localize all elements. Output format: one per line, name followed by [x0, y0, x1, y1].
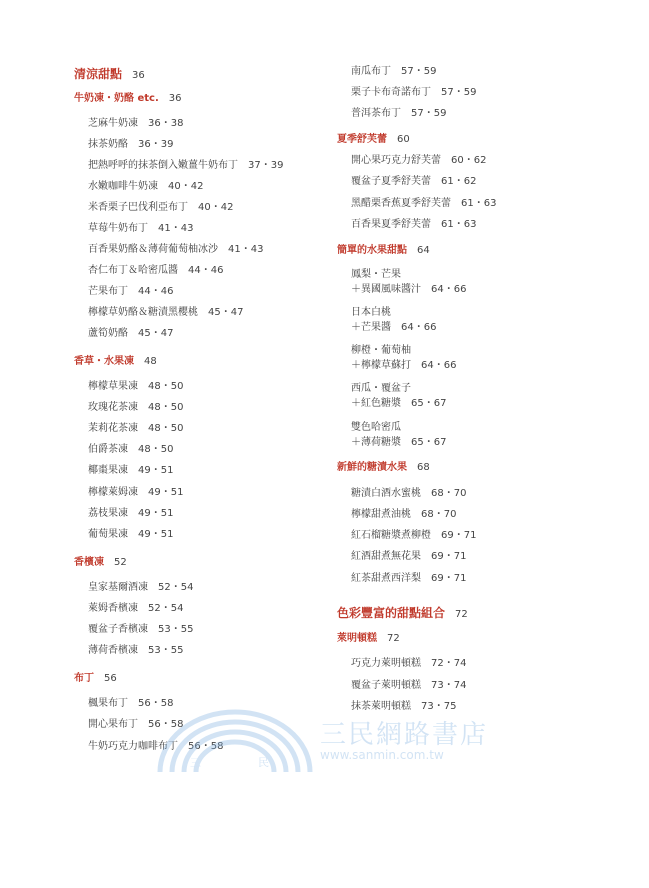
toc-page-number: 52・54: [158, 582, 194, 593]
toc-title: 清涼甜點: [74, 67, 123, 81]
toc-entry: [88, 422, 183, 436]
toc-entry: [351, 321, 436, 335]
toc-title: 布丁: [74, 673, 94, 684]
rainbow-arcs-logo: [150, 706, 320, 776]
toc-title: 南瓜布丁: [351, 66, 391, 77]
toc-entry: [351, 86, 476, 100]
toc-entry: [88, 243, 263, 257]
toc-section-heading: [337, 632, 400, 646]
toc-page-number: 48・50: [138, 444, 174, 455]
toc-title: 萊姆香檳凍: [88, 603, 138, 614]
toc-entry: [351, 529, 476, 543]
toc-page-number: 48・50: [148, 381, 184, 392]
toc-page-number: 44・46: [138, 286, 174, 297]
toc-title: 百香果奶酪＆薄荷葡萄柚冰沙: [88, 244, 218, 255]
toc-page-number: 44・46: [188, 265, 224, 276]
toc-page-number: 36: [132, 70, 145, 81]
toc-page-number: 61・62: [441, 176, 477, 187]
toc-title: 西瓜・覆盆子: [351, 383, 411, 394]
toc-entry: [351, 344, 411, 358]
toc-page-number: 73・75: [421, 701, 457, 712]
toc-entry: [88, 581, 193, 595]
toc-title: 芝麻牛奶凍: [88, 118, 138, 129]
toc-section-heading: [337, 133, 410, 147]
watermark-char-1: 三: [190, 756, 201, 769]
toc-title: 水嫩咖啡牛奶凍: [88, 181, 158, 192]
toc-page-number: 69・71: [431, 551, 467, 562]
toc-page-number: 72・74: [431, 658, 467, 669]
toc-title: 皇家基爾酒凍: [88, 582, 148, 593]
toc-page-number: 69・71: [431, 573, 467, 584]
toc-section-heading: [337, 244, 430, 258]
toc-page-number: 45・47: [138, 328, 174, 339]
toc-title: ＋紅色糖漿: [351, 398, 401, 409]
toc-entry: [351, 421, 401, 435]
toc-page-number: 49・51: [138, 465, 174, 476]
toc-entry: [351, 550, 466, 564]
toc-entry: [351, 154, 486, 168]
toc-entry: [88, 306, 243, 320]
toc-title: 檸檬萊姆凍: [88, 487, 138, 498]
toc-title: 色彩豐富的甜點組合: [337, 606, 446, 620]
toc-entry: [351, 382, 411, 396]
toc-title: 普洱茶布丁: [351, 108, 401, 119]
toc-page-number: 73・74: [431, 680, 467, 691]
toc-title: 鳳梨・芒果: [351, 269, 401, 280]
toc-title: 檸檬甜煮油桃: [351, 509, 411, 520]
toc-title: 伯爵茶凍: [88, 444, 128, 455]
toc-entry: [351, 359, 456, 373]
toc-entry: [88, 486, 183, 500]
toc-title: 抹茶萊明頓糕: [351, 701, 411, 712]
toc-entry: [88, 623, 193, 637]
toc-title: ＋檸檬草蘇打: [351, 360, 411, 371]
toc-page-number: 69・71: [441, 530, 477, 541]
toc-title: 香草・水果凍: [74, 356, 134, 367]
toc-entry: [351, 283, 466, 297]
toc-title: 日本白桃: [351, 307, 391, 318]
toc-page-number: 64・66: [431, 284, 467, 295]
toc-page-number: 72: [387, 633, 400, 644]
toc-title: 檸檬草奶酪＆糖漬黑櫻桃: [88, 307, 198, 318]
toc-entry: [351, 572, 466, 586]
toc-section-heading: [74, 556, 127, 570]
toc-title: ＋芒果醬: [351, 322, 391, 333]
toc-page-number: 60・62: [451, 155, 487, 166]
toc-title: 芒果布丁: [88, 286, 128, 297]
watermark-char-2: 民: [258, 756, 269, 769]
toc-title: 黑醋栗香蕉夏季舒芙蕾: [351, 198, 451, 209]
toc-entry: [88, 380, 183, 394]
toc-title: ＋異國風味醬汁: [351, 284, 421, 295]
toc-section-heading: [74, 92, 182, 106]
toc-page-number: 41・43: [158, 223, 194, 234]
toc-entry: [88, 138, 173, 152]
toc-page-number: 53・55: [148, 645, 184, 656]
toc-page-number: 40・42: [168, 181, 204, 192]
toc-page-number: 52: [114, 557, 127, 568]
toc-entry: [88, 528, 173, 542]
toc-page-number: 57・59: [441, 87, 477, 98]
toc-page-number: 57・59: [411, 108, 447, 119]
toc-title: 香檳凍: [74, 557, 104, 568]
watermark-url: www.sanmin.com.tw: [320, 748, 444, 762]
toc-title: 柳橙・葡萄柚: [351, 345, 411, 356]
toc-page-number: 56: [104, 673, 117, 684]
toc-entry: [88, 602, 183, 616]
toc-page-number: 52・54: [148, 603, 184, 614]
toc-entry: [351, 657, 466, 671]
toc-section-heading: [337, 461, 430, 475]
toc-title: 檸檬草果凍: [88, 381, 138, 392]
toc-entry: [351, 175, 476, 189]
toc-entry: [351, 397, 446, 411]
toc-title: 茉莉花茶凍: [88, 423, 138, 434]
toc-entry: [351, 197, 496, 211]
toc-title: 開心果布丁: [88, 719, 138, 730]
toc-entry: [88, 285, 173, 299]
toc-title: 雙色哈密瓜: [351, 422, 401, 433]
toc-page-number: 36・38: [148, 118, 184, 129]
toc-entry: [88, 401, 183, 415]
toc-title: 葡萄果凍: [88, 529, 128, 540]
toc-title: 抹茶奶酪: [88, 139, 128, 150]
watermark-store-name: 三民網路書店: [320, 720, 489, 750]
toc-page-number: 60: [397, 134, 410, 145]
toc-title: 百香果夏季舒芙蕾: [351, 219, 431, 230]
toc-entry: [351, 306, 391, 320]
toc-page-number: 65・67: [411, 437, 447, 448]
toc-page-number: 57・59: [401, 66, 437, 77]
toc-page-number: 49・51: [138, 508, 174, 519]
toc-section-heading: [337, 606, 468, 622]
toc-title: 萊明頓糕: [337, 633, 377, 644]
toc-page-number: 65・67: [411, 398, 447, 409]
toc-entry: [351, 65, 436, 79]
toc-entry: [88, 464, 173, 478]
toc-page-number: 56・58: [188, 741, 224, 752]
toc-page-number: 64: [417, 245, 430, 256]
toc-page-number: 72: [455, 609, 468, 620]
toc-title: 覆盆子萊明頓糕: [351, 680, 421, 691]
toc-title: 楓果布丁: [88, 698, 128, 709]
toc-page-number: 49・51: [148, 487, 184, 498]
toc-entry: [351, 107, 446, 121]
toc-section-heading: [74, 67, 145, 83]
toc-entry: [88, 117, 183, 131]
toc-entry: [351, 508, 456, 522]
toc-entry: [88, 327, 173, 341]
toc-title: 簡單的水果甜點: [337, 245, 407, 256]
toc-page-number: 37・39: [248, 160, 284, 171]
toc-page-number: 45・47: [208, 307, 244, 318]
toc-entry: [351, 487, 466, 501]
toc-section-heading: [74, 672, 117, 686]
toc-page-number: 48・50: [148, 423, 184, 434]
toc-page-number: 68・70: [421, 509, 457, 520]
toc-entry: [88, 222, 193, 236]
toc-title: 夏季舒芙蕾: [337, 134, 387, 145]
toc-title: 巧克力萊明頓糕: [351, 658, 421, 669]
toc-page-number: 40・42: [198, 202, 234, 213]
toc-page-number: 48・50: [148, 402, 184, 413]
toc-title: 椰棗果凍: [88, 465, 128, 476]
toc-title: ＋薄荷糖漿: [351, 437, 401, 448]
toc-title: 杏仁布丁＆哈密瓜醬: [88, 265, 178, 276]
toc-page-number: 61・63: [461, 198, 497, 209]
toc-entry: [88, 201, 233, 215]
toc-page-number: 41・43: [228, 244, 264, 255]
toc-page-number: 53・55: [158, 624, 194, 635]
toc-title: 米香栗子巴伐利亞布丁: [88, 202, 188, 213]
toc-title: 紅酒甜煮無花果: [351, 551, 421, 562]
toc-entry: [88, 159, 283, 173]
toc-title: 糖漬白酒水蜜桃: [351, 488, 421, 499]
toc-title: 荔枝果凍: [88, 508, 128, 519]
toc-title: 牛奶巧克力咖啡布丁: [88, 741, 178, 752]
toc-title: 牛奶凍・奶酪 etc.: [74, 93, 159, 104]
toc-entry: [351, 679, 466, 693]
toc-page-number: 36・39: [138, 139, 174, 150]
toc-page-number: 68: [417, 462, 430, 473]
toc-entry: [88, 443, 173, 457]
toc-page-number: 64・66: [421, 360, 457, 371]
toc-page-number: 64・66: [401, 322, 437, 333]
toc-title: 蘆筍奶酪: [88, 328, 128, 339]
toc-title: 薄荷香檳凍: [88, 645, 138, 656]
toc-title: 新鮮的糖漬水果: [337, 462, 407, 473]
toc-title: 栗子卡布奇諾布丁: [351, 87, 431, 98]
sanmin-watermark: [150, 706, 510, 776]
toc-section-heading: [74, 355, 157, 369]
toc-title: 紅茶甜煮西洋梨: [351, 573, 421, 584]
toc-title: 覆盆子香檳凍: [88, 624, 148, 635]
toc-title: 草莓牛奶布丁: [88, 223, 148, 234]
toc-entry: [351, 268, 401, 282]
toc-page-number: 56・58: [138, 698, 174, 709]
toc-entry: [88, 264, 223, 278]
toc-page-number: 61・63: [441, 219, 477, 230]
toc-title: 開心果巧克力舒芙蕾: [351, 155, 441, 166]
toc-entry: [88, 507, 173, 521]
toc-title: 覆盆子夏季舒芙蕾: [351, 176, 431, 187]
toc-entry: [88, 180, 203, 194]
toc-entry: [351, 436, 446, 450]
toc-page-number: 49・51: [138, 529, 174, 540]
toc-entry: [88, 644, 183, 658]
toc-title: 把熱呼呼的抹茶倒入嫩薑牛奶布丁: [88, 160, 238, 171]
toc-page-number: 48: [144, 356, 157, 367]
toc-title: 紅石榴糖漿煮柳橙: [351, 530, 431, 541]
toc-page-number: 68・70: [431, 488, 467, 499]
toc-page-number: 36: [168, 93, 182, 104]
toc-entry: [351, 218, 476, 232]
toc-title: 玫瑰花茶凍: [88, 402, 138, 413]
toc-page-number: 56・58: [148, 719, 184, 730]
